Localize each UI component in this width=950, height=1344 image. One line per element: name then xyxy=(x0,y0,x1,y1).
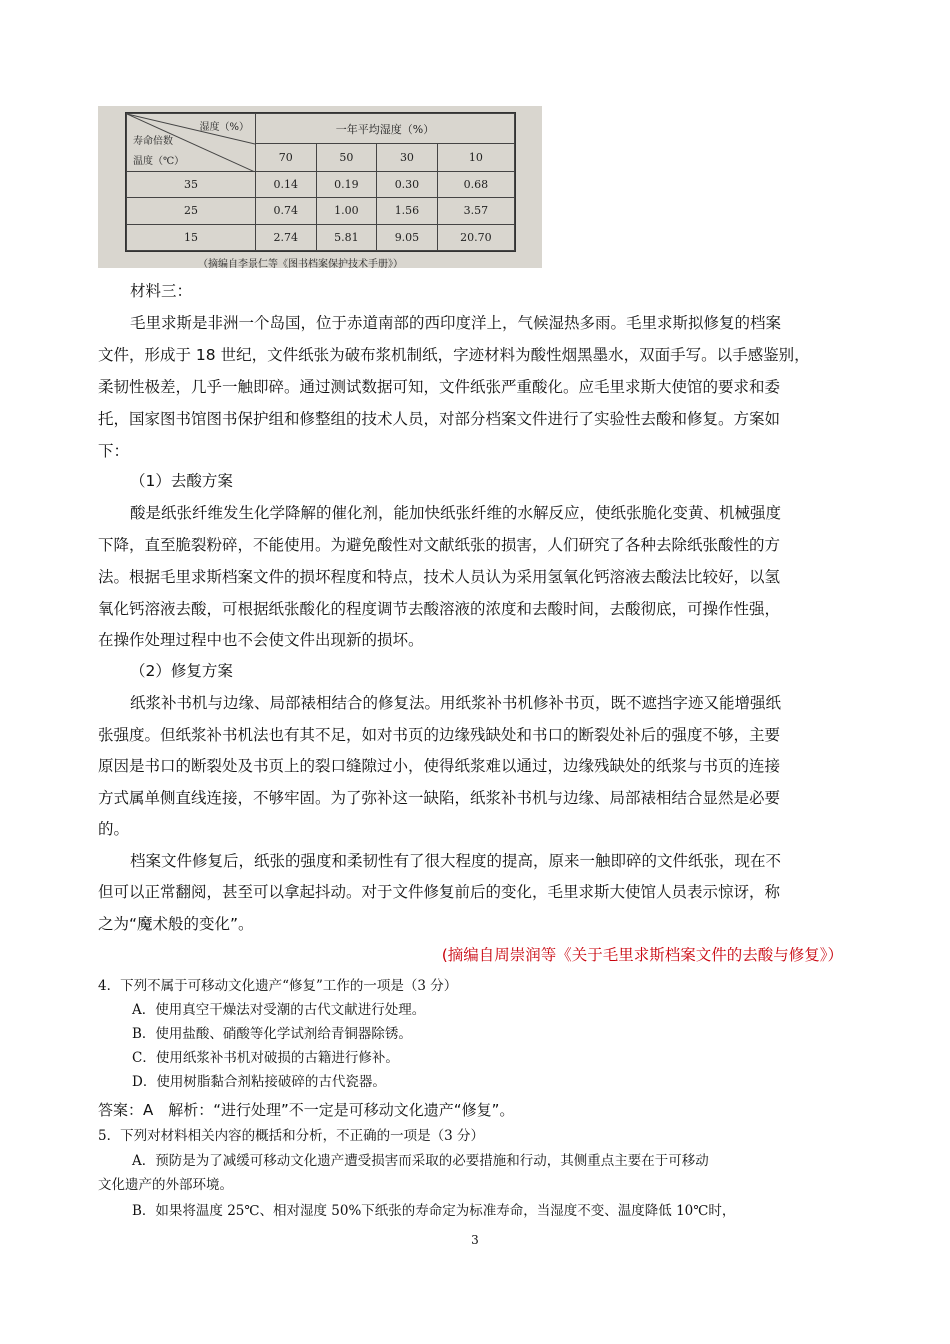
humidity-col-header: 50 xyxy=(316,144,377,172)
paragraph-line: 之为“魔术般的变化”。 xyxy=(98,915,254,933)
question-5-option: B．如果将温度 25℃、相对湿度 50%下纸张的寿命定为标准寿命，当湿度不变、温度降低 10℃时， xyxy=(132,1203,736,1219)
subheading-repair: （2）修复方案 xyxy=(130,662,233,680)
paragraph-line: 但可以正常翻阅，甚至可以拿起抖动。对于文件修复前后的变化，毛里求斯大使馆人员表示惊讶，称 xyxy=(98,883,781,901)
paragraph-line: 毛里求斯是非洲一个岛国，位于赤道南部的西印度洋上，气候湿热多雨。毛里求斯拟修复的档案 xyxy=(130,314,782,332)
scanned-table-image xyxy=(98,106,542,268)
temp-cell: 35 xyxy=(127,172,256,198)
value-cell: 1.00 xyxy=(316,198,377,224)
paragraph-line: 的。 xyxy=(98,820,130,838)
question-4-answer: 答案：A 解析：“进行处理”不一定是可移动文化遗产“修复”。 xyxy=(98,1101,515,1119)
paragraph-line: 纸浆补书机与边缘、局部裱相结合的修复法。用纸浆补书机修补书页，既不遮挡字迹又能增强纸 xyxy=(130,694,782,712)
paragraph-line: 张强度。但纸浆补书机法也有其不足，如对书页的边缘残缺处和书口的断裂处补后的强度不够，主要 xyxy=(98,726,781,744)
value-cell: 2.74 xyxy=(256,224,317,250)
value-cell: 0.30 xyxy=(377,172,438,198)
corner-humidity-label: 湿度（%） xyxy=(199,122,249,133)
source-citation: (摘编自周崇润等《关于毛里求斯档案文件的去酸与修复》） xyxy=(441,946,843,964)
table-frame xyxy=(125,112,516,252)
value-cell: 0.74 xyxy=(256,198,317,224)
value-cell: 3.57 xyxy=(437,198,514,224)
paragraph-line: 酸是纸张纤维发生化学降解的催化剂，能加快纸张纤维的水解反应，使纸张脆化变黄、机械强度 xyxy=(130,504,782,522)
paragraph-line: 在操作处理过程中也不会使文件出现新的损坏。 xyxy=(98,631,424,649)
question-4-option: C．使用纸浆补书机对破损的古籍进行修补。 xyxy=(132,1050,399,1066)
paragraph-line: 文件，形成于 18 世纪，文件纸张为破布浆机制纸，字迹材料为酸性烟黑墨水，双面手写。以手感鉴别， xyxy=(98,346,810,364)
table-corner-header xyxy=(127,114,256,172)
question-4-option: D．使用树脂黏合剂粘接破碎的古代瓷器。 xyxy=(132,1074,386,1090)
paragraph-line: 下降，直至脆裂粉碎，不能使用。为避免酸性对文献纸张的损害，人们研究了各种去除纸张酸性的方 xyxy=(98,536,781,554)
material3-heading: 材料三： xyxy=(130,282,193,300)
value-cell: 1.56 xyxy=(377,198,438,224)
question-5-option-cont: 文化遗产的外部环境。 xyxy=(98,1177,233,1193)
humidity-col-header: 10 xyxy=(437,144,514,172)
value-cell: 0.68 xyxy=(437,172,514,198)
humidity-col-header: 70 xyxy=(256,144,317,172)
question-4-option: A．使用真空干燥法对受潮的古代文献进行处理。 xyxy=(132,1002,426,1018)
humidity-group-header: 一年平均湿度（%） xyxy=(256,114,515,144)
value-cell: 0.14 xyxy=(256,172,317,198)
question-5-option: A．预防是为了减缓可移动文化遗产遭受损害而采取的必要措施和行动，其侧重点主要在于可移动 xyxy=(132,1153,709,1169)
value-cell: 5.81 xyxy=(316,224,377,250)
paragraph-line: 氧化钙溶液去酸，可根据纸张酸化的程度调节去酸溶液的浓度和去酸时间，去酸彻底，可操作性强， xyxy=(98,600,781,618)
value-cell: 0.19 xyxy=(316,172,377,198)
paragraph-line: 法。根据毛里求斯档案文件的损坏程度和特点，技术人员认为采用氢氧化钙溶液去酸法比较好，以氢 xyxy=(98,568,781,586)
table-row xyxy=(127,172,515,198)
paragraph-line: 原因是书口的断裂处及书页上的裂口缝隙过小，使得纸浆难以通过，边缘残缺处的纸浆与书页的连接 xyxy=(98,757,781,775)
paragraph-line: 方式属单侧直线连接，不够牢固。为了弥补这一缺陷，纸浆补书机与边缘、局部裱相结合显然是必要 xyxy=(98,789,781,807)
paragraph-line: 下： xyxy=(98,442,130,460)
subheading-deacid: （1）去酸方案 xyxy=(130,472,233,490)
paragraph-line: 柔韧性极差，几乎一触即碎。通过测试数据可知，文件纸张严重酸化。应毛里求斯大使馆的要求和委 xyxy=(98,378,781,396)
question-4-stem: 4．下列不属于可移动文化遗产“修复”工作的一项是（3 分） xyxy=(98,978,458,994)
paper-life-table xyxy=(126,113,515,251)
question-5-stem: 5．下列对材料相关内容的概括和分析，不正确的一项是（3 分） xyxy=(98,1128,484,1144)
table-row xyxy=(127,198,515,224)
paragraph-line: 托，国家图书馆图书保护组和修整组的技术人员，对部分档案文件进行了实验性去酸和修复。方案如 xyxy=(98,410,781,428)
table-caption: （摘编自李景仁等《图书档案保护技术手册》） xyxy=(198,259,403,270)
corner-temp-label: 温度（℃） xyxy=(133,156,185,167)
question-4-option: B．使用盐酸、硝酸等化学试剂给青铜器除锈。 xyxy=(132,1026,412,1042)
value-cell: 9.05 xyxy=(377,224,438,250)
humidity-col-header: 30 xyxy=(377,144,438,172)
paragraph-line: 档案文件修复后，纸张的强度和柔韧性有了很大程度的提高，原来一触即碎的文件纸张，现在不 xyxy=(130,852,782,870)
value-cell: 20.70 xyxy=(437,224,514,250)
temp-cell: 15 xyxy=(127,224,256,250)
temp-cell: 25 xyxy=(127,198,256,224)
page-number: 3 xyxy=(471,1233,479,1247)
corner-life-label: 寿命倍数 xyxy=(133,136,173,147)
table-row xyxy=(127,224,515,250)
